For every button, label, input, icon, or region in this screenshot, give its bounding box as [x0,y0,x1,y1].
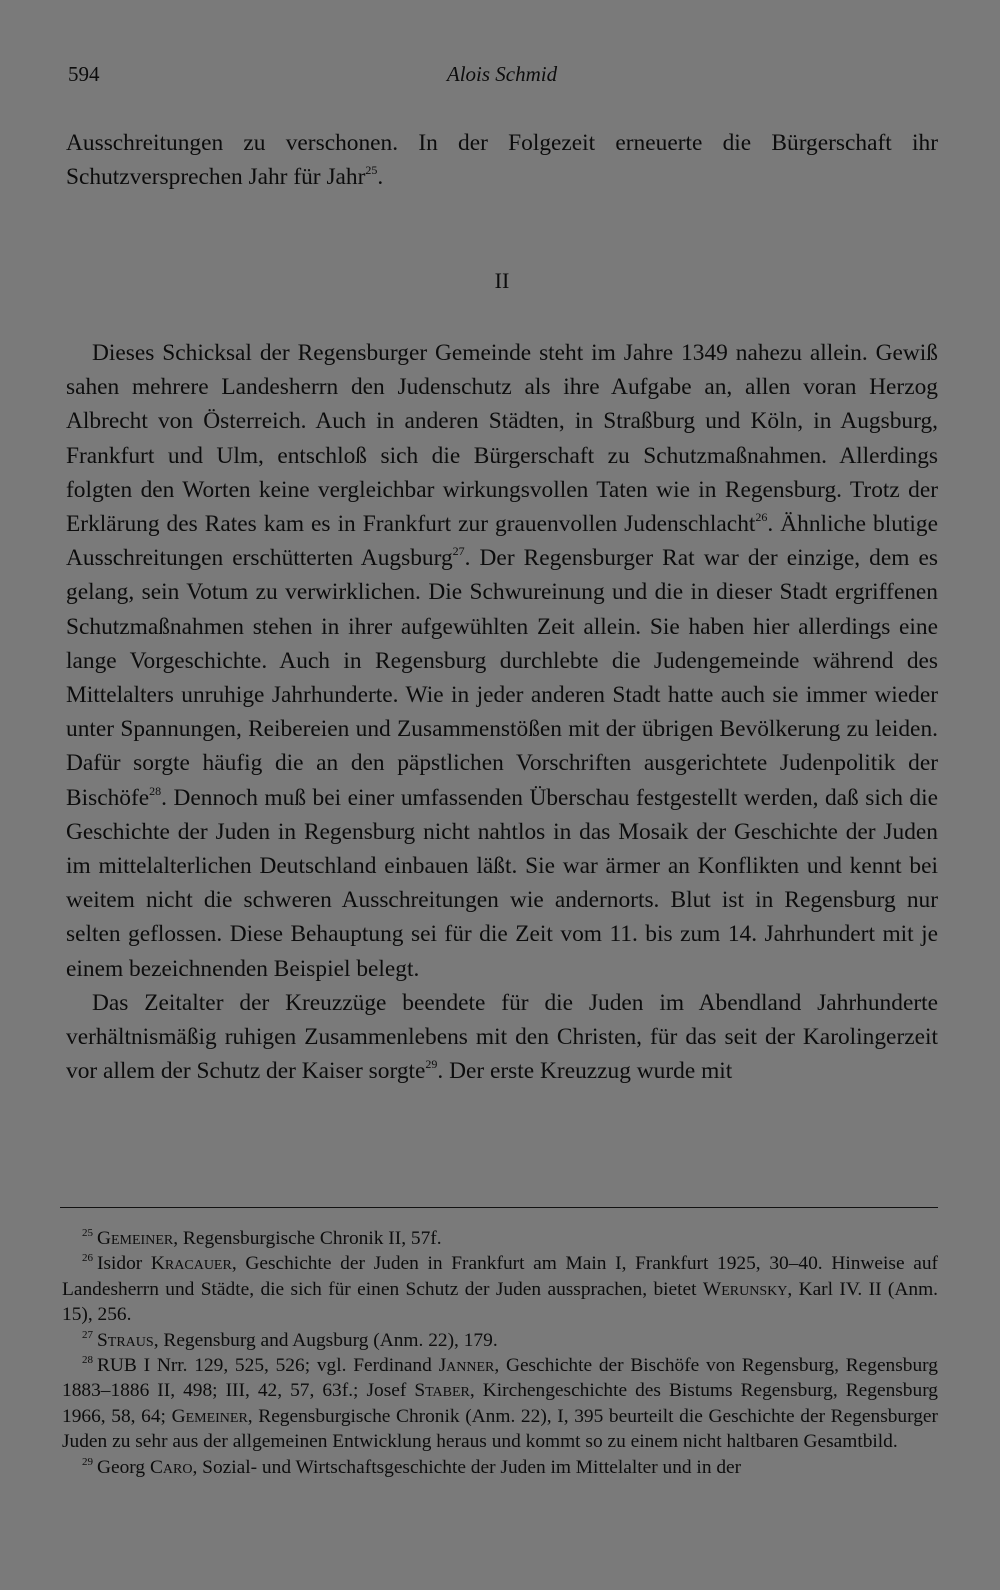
footnote-28: $^{28}$ RUB I Nrr. 129, 525, 526; vgl. Ferdinand Janner, Geschichte der Bischöfe von Regensburg, Regensburg 1883–1886 II, 498; III, 42, 57, 63f.; Josef Staber, Kirchengeschichte des Bistums Regensburg, Regensburg 1966, 58, 64; Gemeiner, Regensburgische Chronik (Anm. 22), I, 395 beurteilt die Geschichte der Regensburger Juden zu sehr aus der allgemeinen Entwicklung heraus und kommt so zu einem nicht haltbaren Gesamtbild. [62,1354,938,1453]
author-name: Staber [414,1380,470,1402]
footnote-27: $^{27}$ Straus, Regensburg and Augsburg (Anm. 22), 179. [82,1328,498,1351]
paragraph-2: Das Zeitalter der Kreuzzüge beendete für die Juden im Abendland Jahrhunderte verhältnismäßig ruhigen Zusammenlebens mit den Christen, für das seit der Karolingerzeit vor allem der Schutz der Kaiser sorgte$^{29}$. Der erste Kreuzzug wurde mit [66,989,938,1085]
author-name: Werunsky [702,1278,788,1300]
author-name: Caro [149,1456,193,1478]
footnote-ref-28[interactable]: 28 [149,783,162,798]
footnote-25: $^{25}$ Gemeiner, Regensburgische Chronik II, 57f. [82,1227,442,1249]
continued-paragraph-text: Ausschreitungen zu verschonen. In der Folgezeit erneuerte die Bürgerschaft ihr Schutzversprechen Jahr für Jahr [66,130,938,191]
footnote-26: $^{26}$ Isidor Kracauer, Geschichte der Juden in Frankfurt am Main I, Frankfurt 1925, 30–40. Hinweise auf Landesherrn und Städte, die sich für einen Schutz der Juden aussprachen, bietet Werunsky, Karl IV. II (Anm. 15), 256. [62,1252,938,1326]
author-name: Gemeiner [97,1228,174,1249]
author-name: Straus [97,1329,154,1351]
running-title-author: Alois Schmid [446,62,558,86]
footnote-ref-26[interactable]: 26 [755,510,768,525]
author-name: Kracauer [150,1253,232,1275]
paragraph-1: Dieses Schicksal der Regensburger Gemeinde steht im Jahre 1349 nahezu allein. Gewiß sahen mehrere Landesherrn den Judenschutz als ihre Aufgabe an, allen voran Herzog Albrecht von Österreich. Auch in anderen Städten, in Straßburg und Köln, in Augsburg, Frankfurt und Ulm, entschloß sich die Bürgerschaft zu Schutzmaßnahmen. Allerdings folgten den Worten keine vergleichbar wirkungsvollen Taten wie in Regensburg. Trotz der Erklärung des Rates kam es in Frankfurt zur grauenvollen Judenschlacht$^{26}$. Ähnliche blutige Ausschreitungen erschütterten Augsburg$^{27}$. Der Regensburger Rat war der einzige, dem es gelang, sein Votum zu verwirklichen. Die Schwureinung und die in dieser Stadt ergriffenen Schutzmaßnahmen stehen in ihrer aufgewühlten Zeit allein. Sie haben hier allerdings eine lange Vorgeschichte. Auch in Regensburg durchlebte die Judengemeinde während des Mittelalters unruhige Jahrhunderte. Wie in jeder anderen Stadt hatte auch sie immer wieder unter Spannungen, Reibereien und Zusammenstößen mit der übrigen Bevölkerung zu leiden. Dafür sorgte häufig die an den päpstlichen Vorschriften ausgerichtete Judenpolitik der Bischöfe$^{28}$. Dennoch muß bei einer umfassenden Überschau festgestellt werden, daß sich die Geschichte der Juden in Regensburg nicht nahtlos in das Mosaik der Geschichte der Juden im mittelalterlichen Deutschland einbauen läßt. Sie war ärmer an Konflikten und kennt bei weitem nicht die schweren Ausschreitungen wie andernorts. Blut ist in Regensburg nur selten geflossen. Diese Behauptung sei für die Zeit vom 11. bis zum 14. Jahrhundert mit je einem bezeichnenden Beispiel belegt. [66,340,938,982]
footnotes [62,1226,938,1480]
page-number: 594 [68,62,100,86]
footnote-ref-25[interactable]: 25 [365,163,378,178]
footnote-29: $^{29}$ Georg Caro, Sozial- und Wirtschaftsgeschichte der Juden im Mittelalter und in der [82,1455,742,1478]
author-name: Janner [438,1355,495,1377]
section-heading: II [494,268,510,293]
footnote-ref-27[interactable]: 27 [452,544,465,559]
footnote-separator [60,1207,938,1208]
running-header [68,62,936,92]
footnote-ref-29[interactable]: 29 [425,1057,438,1072]
continued-paragraph: Ausschreitungen zu verschonen. In der Folgezeit erneuerte die Bürgerschaft ihr Schutzversprechen Jahr für Jahr$^{25}$. [66,130,938,191]
author-name: Gemeiner [171,1405,248,1427]
main-text [66,336,938,1088]
